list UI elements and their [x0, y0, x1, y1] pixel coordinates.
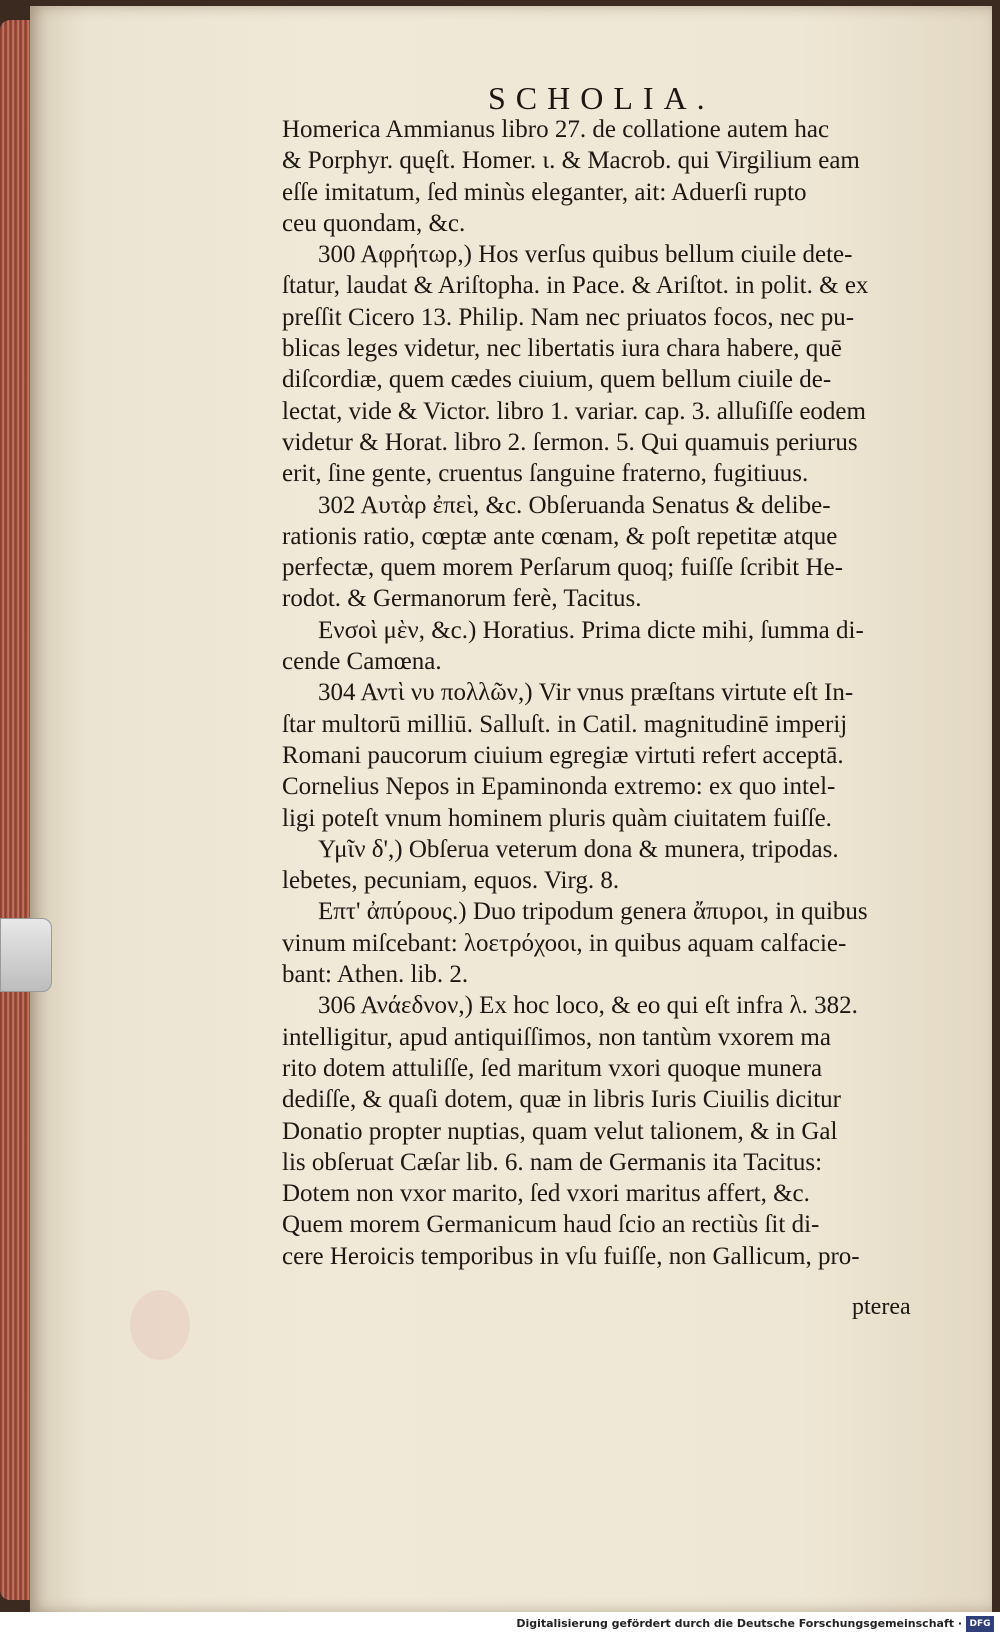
text-line: rodot. & Germanorum ferè, Tacitus. — [282, 585, 642, 613]
text-line: rationis ratio, cœptæ ante cœnam, & poſt repetitæ atque — [282, 522, 838, 550]
text-line: Cornelius Nepos in Epaminonda extremo: ex quo intel- — [282, 773, 836, 801]
dfg-logo: DFG — [966, 1616, 994, 1632]
funding-credit: Digitalisierung gefördert durch die Deutsche Forschungsgemeinschaft · — [516, 1617, 962, 1630]
text-line: vinum miſcebant: λοετρόχοοι, in quibus aquam calfacie- — [282, 929, 847, 957]
text-line: videtur & Horat. libro 2. ſermon. 5. Qui quamuis periurus — [282, 428, 858, 456]
text-line: blicas leges videtur, nec libertatis iura chara habere, quē — [282, 335, 842, 363]
text-line: Υμῖν δ',) Obſerua veterum dona & munera, tripodas. — [318, 835, 839, 863]
text-line: rito dotem attuliſſe, ſed maritum vxori quoque munera — [282, 1054, 823, 1082]
text-line: erit, ſine gente, cruentus ſanguine fraterno, fugitiuus. — [282, 460, 809, 488]
text-line: preſſit Cicero 13. Philip. Nam nec priuatos focos, nec pu- — [282, 303, 855, 331]
text-line: intelligitur, apud antiquiſſimos, non tantùm vxorem ma — [282, 1023, 831, 1051]
text-line: Quem morem Germanicum haud ſcio an rectiùs ſit di- — [282, 1211, 820, 1239]
text-line: dediſſe, & quaſi dotem, quæ in libris Iuris Ciuilis dicitur — [282, 1086, 841, 1114]
text-line: Επτ' ἀπύρους.) Duo tripodum genera ἄπυροι, in quibus — [318, 898, 868, 926]
text-line: Dotem non vxor marito, ſed vxori maritus affert, &c. — [282, 1180, 810, 1208]
text-line: ceu quondam, &c. — [282, 209, 466, 237]
text-line: ſtatur, laudat & Ariſtopha. in Pace. & Ariſtot. in polit. & ex — [282, 272, 869, 300]
text-line: 304 Αντὶ νυ πολλῶν,) Vir vnus præſtans virtute eſt In- — [318, 679, 854, 707]
text-line: Ενσοὶ μὲν, &c.) Horatius. Prima dicte mihi, ſumma di- — [318, 616, 864, 644]
text-line: cere Heroicis temporibus in vſu fuiſſe, non Gallicum, pro- — [282, 1242, 860, 1270]
text-line: Donatio propter nuptias, quam velut talionem, & in Gal — [282, 1117, 838, 1145]
text-line: Homerica Ammianus libro 27. de collatione autem hac — [282, 116, 830, 143]
text-line: Romani paucorum ciuium egregiæ virtuti refert acceptā. — [282, 741, 844, 769]
footer-bar — [0, 1612, 1000, 1638]
text-line: 306 Ανάεδνον,) Ex hoc loco, & eo qui eſt infra λ. 382. — [318, 992, 858, 1020]
catchword: pterea — [852, 1294, 911, 1320]
text-line: & Porphyr. quęſt. Homer. ι. & Macrob. qui Virgilium eam — [282, 147, 860, 175]
text-line: 302 Αυτὰρ ἐπεὶ, &c. Obſeruanda Senatus & delibe- — [318, 491, 831, 519]
book-clip — [0, 918, 52, 992]
text-line: perfectæ, quem morem Perſarum quoq; fuiſſe ſcribit He- — [282, 554, 843, 582]
text-line: 300 Αφρήτωρ,) Hos verſus quibus bellum ciuile dete- — [318, 241, 853, 269]
text-line: cende Camœna. — [282, 648, 442, 676]
text-block — [282, 114, 922, 1272]
text-line: diſcordiæ, quem cædes ciuium, quem bellum ciuile de- — [282, 366, 832, 394]
running-head: SCHOLIA. — [488, 80, 715, 116]
text-line: bant: Athen. lib. 2. — [282, 961, 469, 989]
paper-stain — [130, 1290, 190, 1360]
text-line: ſtar multorū milliū. Salluſt. in Catil. magnitudinē imperij — [282, 710, 848, 738]
text-line: lebetes, pecuniam, equos. Virg. 8. — [282, 867, 620, 895]
text-line: lectat, vide & Victor. libro 1. variar. cap. 3. alluſiſſe eodem — [282, 397, 866, 425]
text-line: lis obſeruat Cæſar lib. 6. nam de Germanis ita Tacitus: — [282, 1148, 823, 1176]
text-line: ligi poteſt vnum hominem pluris quàm ciuitatem fuiſſe. — [282, 804, 832, 832]
text-line: eſſe imitatum, ſed minùs eleganter, ait: Aduerſi rupto — [282, 178, 807, 206]
